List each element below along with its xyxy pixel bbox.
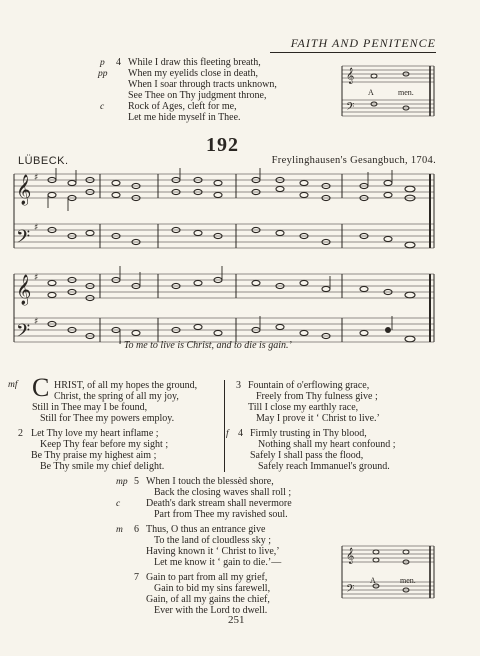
- verse-line: Back the closing waves shall roll ;: [154, 487, 292, 498]
- verse-number: 6: [134, 524, 139, 535]
- verse-line: When I touch the blessèd shore,: [146, 476, 274, 487]
- scripture-quote: ‘ To me to live is Christ, and to die is gain.’: [118, 340, 292, 351]
- verse-line: Gain to bid my sins farewell,: [154, 583, 271, 594]
- verse-line: Be Thy smile my chief delight.: [40, 461, 165, 472]
- verse-number: 4: [238, 428, 243, 439]
- svg-text:♯: ♯: [34, 223, 39, 233]
- verse-line: Safely reach Immanuel's ground.: [258, 461, 390, 472]
- dynamic-mark: pp: [98, 69, 108, 79]
- verse-line: Nothing shall my heart confound ;: [258, 439, 396, 450]
- verse-line: Ever with the Lord to dwell.: [154, 605, 268, 616]
- svg-text:𝄞: 𝄞: [16, 175, 32, 205]
- dynamic-mark: mp: [116, 477, 128, 487]
- verse-line: Death's dark stream shall nevermore: [146, 498, 292, 509]
- verse-line: Let Thy love my heart inflame ;: [31, 428, 159, 439]
- verse-line: Gain, of all my gains the chief,: [146, 594, 270, 605]
- verse-number: 2: [18, 428, 23, 439]
- verse-line: See Thee on Thy judgment throne,: [128, 90, 267, 101]
- verse-line: While I draw this fleeting breath,: [128, 57, 261, 68]
- verse-number: 4: [116, 57, 121, 68]
- tune-name: LÜBECK.: [18, 155, 69, 167]
- verse-line: May I prove it ‘ Christ to live.’: [256, 413, 380, 424]
- verse-number: 5: [134, 476, 139, 487]
- verse-line: Safely I shall pass the flood,: [250, 450, 364, 461]
- svg-text:♯: ♯: [34, 317, 39, 327]
- verse-line: When I soar through tracts unknown,: [128, 79, 277, 90]
- amen-label-a: A: [368, 88, 374, 97]
- amen-label-b: men.: [398, 88, 414, 97]
- svg-text:♯: ♯: [34, 173, 39, 183]
- column-divider: [224, 380, 225, 472]
- svg-text:𝄢: 𝄢: [346, 100, 355, 115]
- verse-line: Having known it ‘ Christ to live,’: [146, 546, 280, 557]
- verse-line: Freely from Thy fulness give ;: [256, 391, 378, 402]
- header-rule: [270, 52, 436, 53]
- drop-cap: C: [32, 373, 50, 402]
- composer-credit: Freylinghausen's Gesangbuch, 1704.: [271, 155, 436, 166]
- verse-line: Still for Thee my powers employ.: [40, 413, 175, 424]
- svg-text:𝄞: 𝄞: [16, 275, 32, 305]
- dynamic-mark: f: [226, 429, 229, 439]
- verse-line: To the land of cloudless sky ;: [154, 535, 272, 546]
- verse-number: 7: [134, 572, 139, 583]
- verse-line: Thus, O thus an entrance give: [146, 524, 266, 535]
- amen-score-bottom: [340, 540, 440, 604]
- verse-line: Let me know it ‘ gain to die.’—: [154, 557, 282, 568]
- dynamic-mark: mf: [8, 380, 18, 390]
- amen-label-b: men.: [400, 576, 416, 585]
- verse-line: Firmly trusting in Thy blood,: [250, 428, 367, 439]
- verse-line: Till I close my earthly race,: [248, 402, 359, 413]
- verse-number: 3: [236, 380, 241, 391]
- verse-line: Christ, the spring of all my joy,: [54, 391, 179, 402]
- verse-line: Still in Thee may I be found,: [32, 402, 148, 413]
- music-score: [12, 168, 444, 348]
- svg-text:♯: ♯: [34, 273, 39, 283]
- verse-line: HRIST, of all my hopes the ground,: [54, 380, 198, 391]
- svg-text:𝄞: 𝄞: [346, 549, 355, 564]
- section-header: FAITH AND PENITENCE: [290, 36, 436, 50]
- verse-line: Keep Thy fear before my sight ;: [40, 439, 169, 450]
- verse-line: When my eyelids close in death,: [128, 68, 258, 79]
- verse-line: Part from Thee my ravished soul.: [154, 509, 288, 520]
- page-number: 251: [228, 614, 245, 626]
- verse-line: Let me hide myself in Thee.: [128, 112, 241, 123]
- dynamic-mark: c: [100, 102, 105, 112]
- dynamic-mark: m: [116, 525, 123, 535]
- verse-line: Fountain of o'erflowing grace,: [248, 380, 370, 391]
- amen-score-top: [340, 60, 440, 124]
- dynamic-mark: c: [116, 499, 121, 509]
- svg-text:𝄢: 𝄢: [16, 321, 31, 346]
- verse-line: Rock of Ages, cleft for me,: [128, 101, 237, 112]
- verse-line: Be Thy praise my highest aim ;: [31, 450, 157, 461]
- hymn-number: 192: [206, 134, 239, 156]
- amen-label-a: A: [370, 576, 376, 585]
- svg-text:𝄢: 𝄢: [346, 582, 355, 597]
- verse-line: Gain to part from all my grief,: [146, 572, 268, 583]
- svg-text:𝄢: 𝄢: [16, 227, 31, 252]
- svg-text:𝄞: 𝄞: [346, 69, 355, 84]
- dynamic-mark: p: [100, 58, 105, 68]
